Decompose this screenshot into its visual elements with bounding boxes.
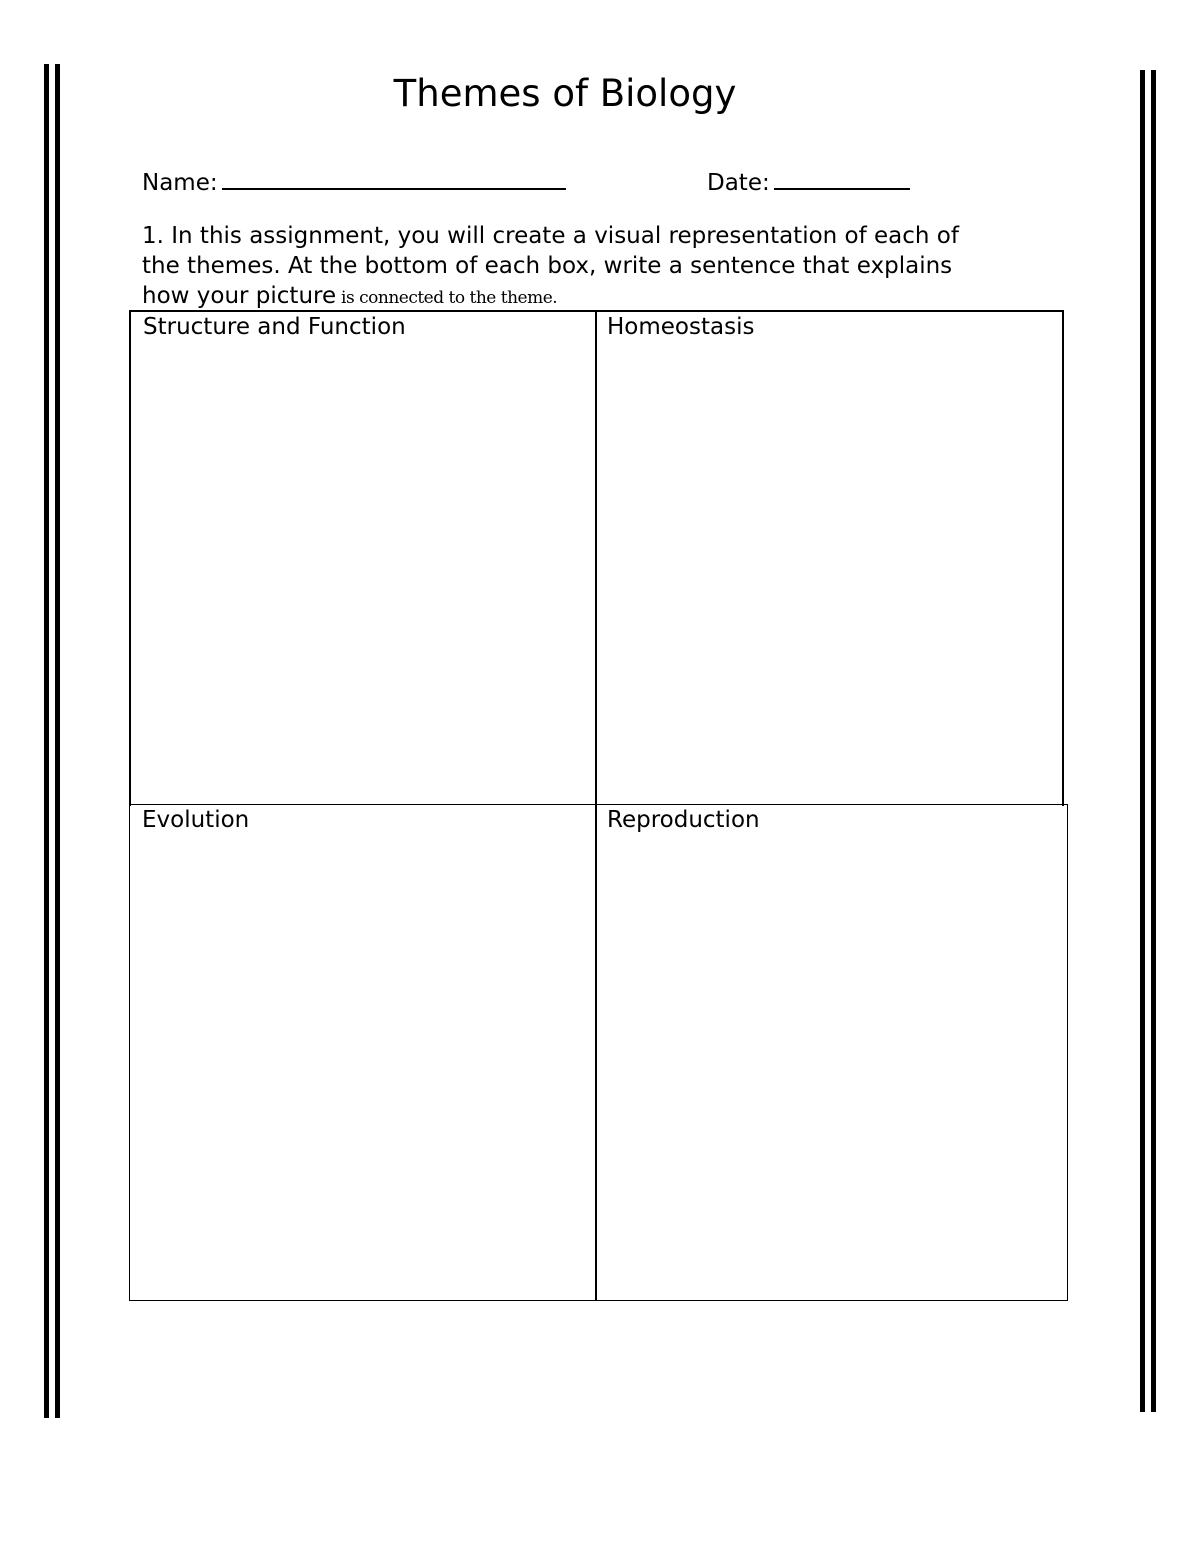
right-border-inner-rule <box>1140 70 1145 1412</box>
theme-box-reproduction[interactable] <box>595 804 1068 1301</box>
theme-box-evolution[interactable] <box>129 804 597 1301</box>
theme-label-evolution: Evolution <box>142 807 250 833</box>
name-label: Name: <box>142 170 218 196</box>
left-border-outer-rule <box>44 64 49 1418</box>
instructions-line-3 <box>142 281 1072 313</box>
date-field <box>707 162 910 198</box>
instructions-line-1: 1. In this assignment, you will create a visual representation of each of <box>142 223 959 249</box>
name-field <box>142 162 566 198</box>
theme-box-homeostasis[interactable] <box>595 310 1064 806</box>
instructions-line-3-start: how your picture <box>142 283 337 309</box>
instructions-line-2: the themes. At the bottom of each box, write a sentence that explains <box>142 253 953 279</box>
theme-label-homeostasis: Homeostasis <box>607 314 755 340</box>
date-label: Date: <box>707 170 770 196</box>
theme-label-reproduction: Reproduction <box>607 807 760 833</box>
left-border-inner-rule <box>55 64 60 1418</box>
instructions <box>142 221 1072 313</box>
right-border-outer-rule <box>1151 70 1156 1412</box>
instructions-line-3-end: is connected to the theme. <box>336 288 558 308</box>
date-blank-line[interactable] <box>774 162 910 190</box>
page-title: Themes of Biology <box>393 72 737 115</box>
theme-label-structure-and-function: Structure and Function <box>143 314 406 340</box>
theme-box-structure-and-function[interactable] <box>129 310 597 806</box>
name-blank-line[interactable] <box>222 162 566 190</box>
